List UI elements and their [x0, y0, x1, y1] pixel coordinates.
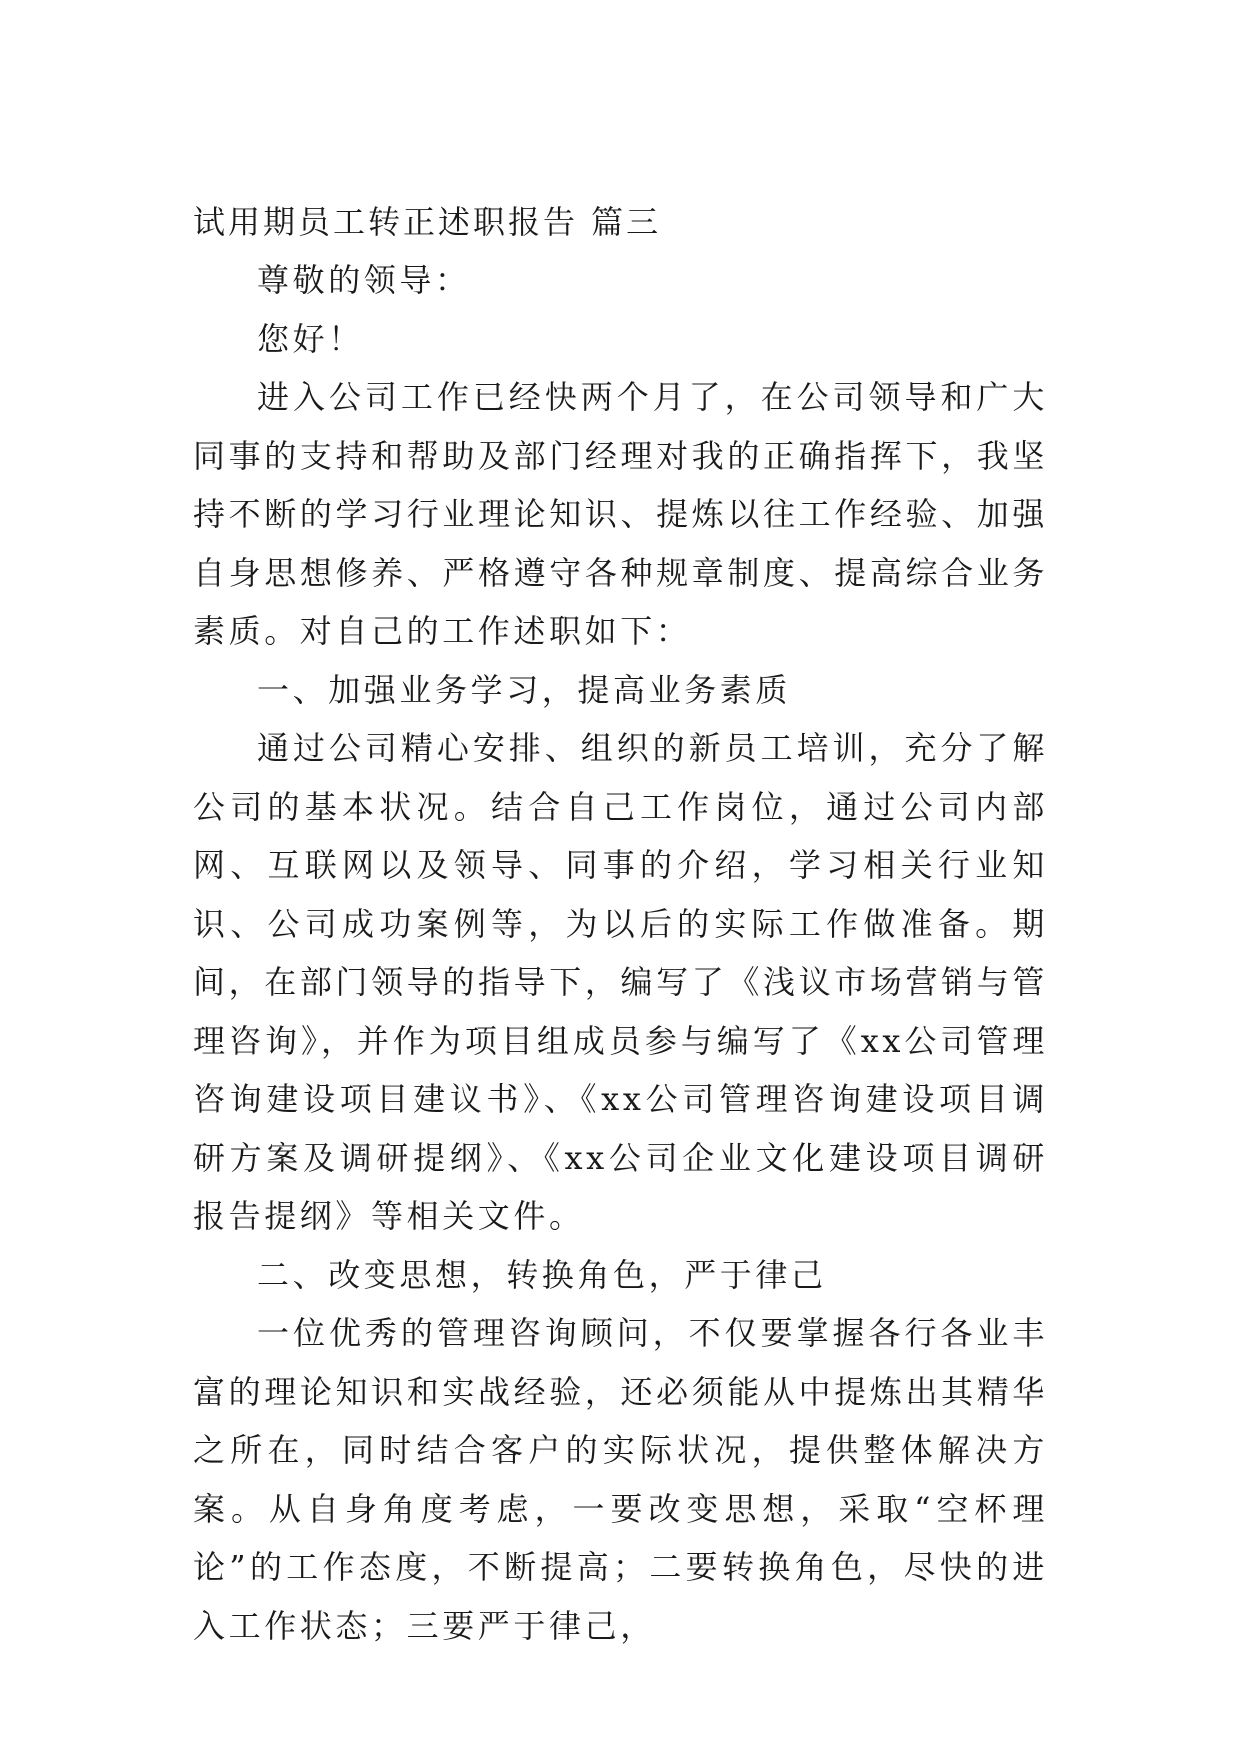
document-title: 试用期员工转正述职报告 篇三	[193, 203, 662, 241]
body-paragraph-section-2: 一位优秀的管理咨询顾问，不仅要掌握各行各业丰富的理论知识和实战经验，还必须能从中提炼出其精华之所在，同时结合客户的实际状况，提供整体解决方案。从自身角度考虑，一要改变思想，采取“空杯理论”的工作态度，不断提高；二要转换角色，尽快的进入工作状态；三要严于律己，	[193, 1314, 1048, 1645]
body-paragraph-intro: 进入公司工作已经快两个月了，在公司领导和广大同事的支持和帮助及部门经理对我的正确指挥下，我坚持不断的学习行业理论知识、提炼以往工作经验、加强自身思想修养、严格遵守各种规章制度、提高综合业务素质。对自己的工作述职如下：	[193, 378, 1048, 650]
greeting: 您好！	[257, 319, 364, 358]
section-heading-2: 二、改变思想，转换角色，严于律己	[257, 1255, 827, 1294]
body-paragraph-section-1: 通过公司精心安排、组织的新员工培训，充分了解公司的基本状况。结合自己工作岗位，通过公司内部网、互联网以及领导、同事的介绍，学习相关行业知识、公司成功案例等，为以后的实际工作做准备。期间，在部门领导的指导下，编写了《浅议市场营销与管理咨询》，并作为项目组成员参与编写了《xx公司管理咨询建设项目建议书》、《xx公司管理咨询建设项目调研方案及调研提纲》、《xx公司企业文化建设项目调研报告提纲》等相关文件。	[193, 729, 1048, 1235]
section-heading-1: 一、加强业务学习，提高业务素质	[257, 670, 792, 709]
salutation: 尊敬的领导：	[257, 261, 471, 299]
